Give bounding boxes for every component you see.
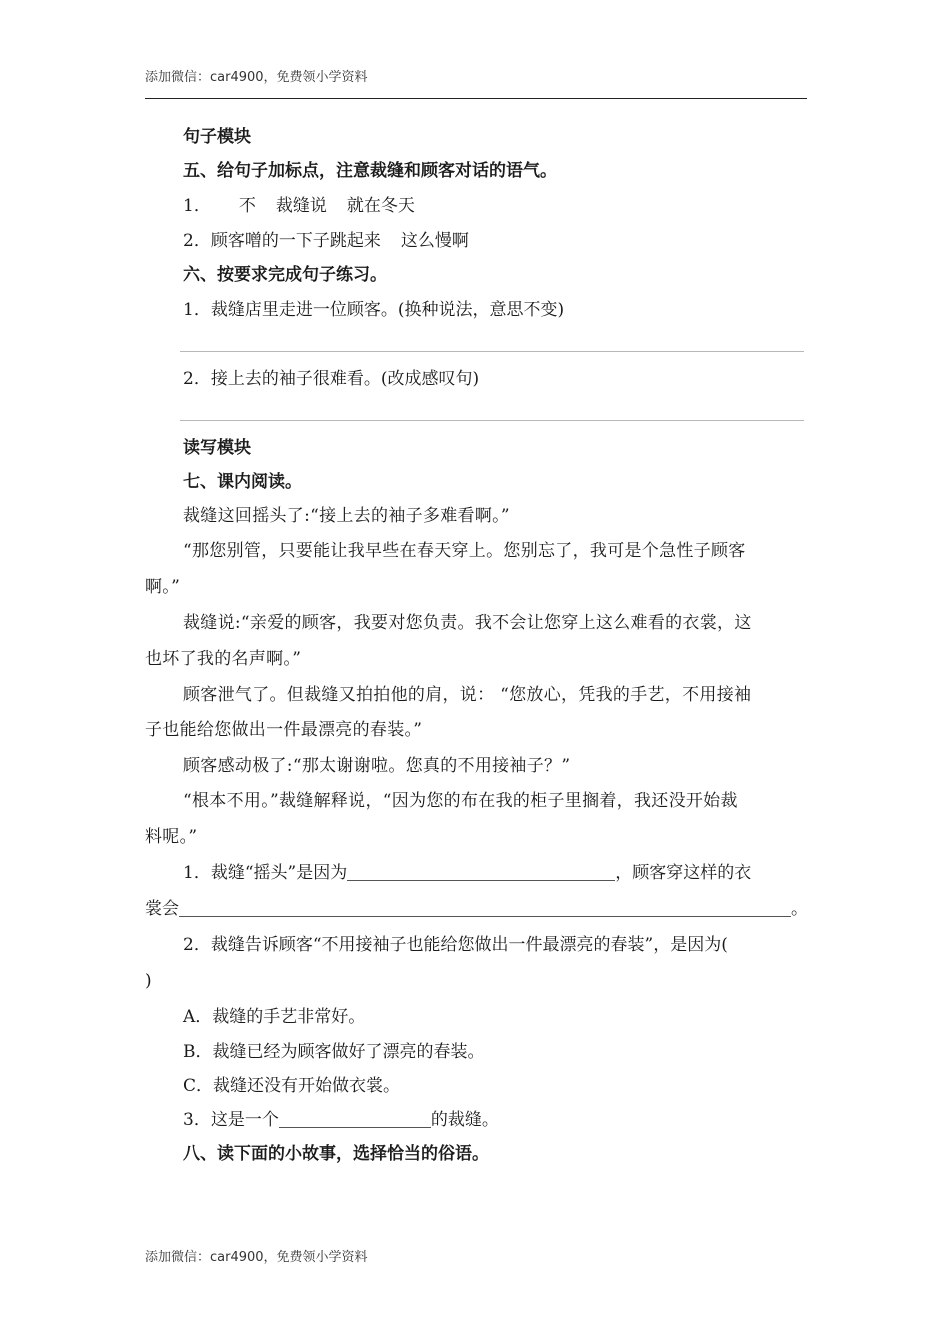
- section-title-sentence: 句子模块: [183, 127, 251, 147]
- passage-line: 裁缝这回摇头了:“接上去的袖子多难看啊。”: [183, 506, 510, 526]
- answer-blank[interactable]: [179, 898, 791, 917]
- answer-blank[interactable]: [279, 1109, 431, 1128]
- option-a[interactable]: A．裁缝的手艺非常好。: [183, 1007, 366, 1027]
- question-text: 3．这是一个: [183, 1110, 279, 1130]
- question-6-item-1: 1．裁缝店里走进一位顾客。(换种说法，意思不变): [183, 300, 565, 320]
- fragment: 不: [238, 196, 256, 216]
- question-5-item-1: [183, 195, 415, 217]
- answer-blank[interactable]: [347, 862, 615, 881]
- reading-question-1: [183, 862, 751, 884]
- header-watermark: 添加微信：car4900，免费领小学资料: [145, 70, 368, 85]
- answer-line[interactable]: [180, 420, 804, 421]
- question-text: ，顾客穿这样的衣: [615, 863, 752, 883]
- question-5-title: 五、给句子加标点，注意裁缝和顾客对话的语气。: [183, 161, 557, 181]
- fragment: 顾客噌的一下子跳起来: [210, 231, 381, 251]
- passage-line: 子也能给您做出一件最漂亮的春装。”: [145, 720, 423, 740]
- question-6-title: 六、按要求完成句子练习。: [183, 265, 387, 285]
- passage-line: 顾客泄气了。但裁缝又拍拍他的肩，说： “您放心，凭我的手艺，不用接袖: [183, 685, 752, 705]
- reading-question-2-cont: ): [145, 971, 152, 991]
- fragment: 裁缝说: [275, 196, 327, 216]
- answer-line[interactable]: [180, 351, 804, 352]
- item-number: 1．: [183, 196, 211, 216]
- question-8-title: 八、读下面的小故事，选择恰当的俗语。: [183, 1144, 489, 1164]
- reading-question-3: [183, 1109, 499, 1131]
- passage-line: “那您别管，只要能让我早些在春天穿上。您别忘了，我可是个急性子顾客: [183, 541, 746, 561]
- question-text: 裳会: [145, 899, 179, 919]
- reading-question-2: 2．裁缝告诉顾客“不用接袖子也能给您做出一件最漂亮的春装”，是因为(: [183, 935, 728, 955]
- fragment: 就在冬天: [346, 196, 415, 216]
- passage-line: “根本不用。”裁缝解释说，“因为您的布在我的柜子里搁着，我还没开始裁: [183, 791, 738, 811]
- question-text: 的裁缝。: [430, 1110, 499, 1130]
- passage-line: 也坏了我的名声啊。”: [145, 649, 302, 669]
- footer-watermark: 添加微信：car4900，免费领小学资料: [145, 1250, 368, 1265]
- question-7-title: 七、课内阅读。: [183, 472, 302, 492]
- fragment: 这么慢啊: [400, 231, 469, 251]
- option-c[interactable]: C．裁缝还没有开始做衣裳。: [183, 1076, 401, 1096]
- question-text: 。: [791, 899, 808, 919]
- item-number: 2．: [183, 231, 211, 251]
- passage-line: 裁缝说:“亲爱的顾客，我要对您负责。我不会让您穿上这么难看的衣裳，这: [183, 613, 752, 633]
- option-b[interactable]: B．裁缝已经为顾客做好了漂亮的春装。: [183, 1042, 485, 1062]
- header-divider: [145, 98, 807, 99]
- question-text: 1．裁缝“摇头”是因为: [183, 863, 348, 883]
- section-title-reading: 读写模块: [183, 438, 251, 458]
- question-5-item-2: [183, 230, 469, 252]
- passage-line: 顾客感动极了:“那太谢谢啦。您真的不用接袖子？”: [183, 756, 571, 776]
- passage-line: 料呢。”: [145, 827, 198, 847]
- passage-line: 啊。”: [145, 577, 181, 597]
- question-6-item-2: 2．接上去的袖子很难看。(改成感叹句): [183, 369, 480, 389]
- reading-question-1-cont: [145, 898, 808, 920]
